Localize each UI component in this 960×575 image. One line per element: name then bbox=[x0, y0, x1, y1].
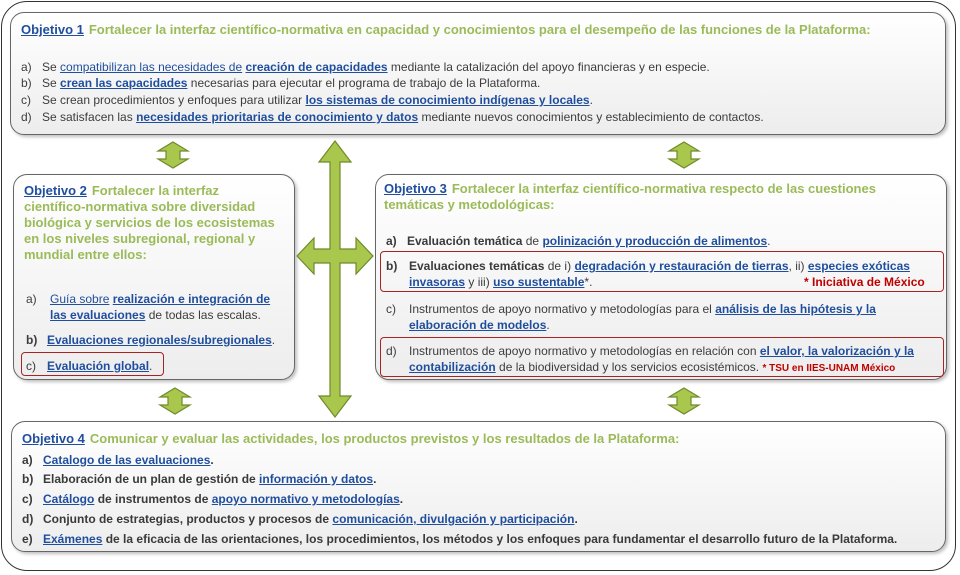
link-informacion-datos[interactable]: información y datos bbox=[259, 472, 374, 486]
objective-3-heading bbox=[384, 181, 936, 213]
objective-4-label: Objetivo 4 bbox=[22, 431, 85, 446]
objective-1-item-c: c) Se crean procedimientos y enfoques para utilizar los sistemas de conocimiento indígenas y locales. bbox=[21, 93, 593, 107]
link-realizacion-integracion[interactable]: realización e integración de las evaluaciones bbox=[50, 292, 271, 322]
link-analisis-hipotesis[interactable]: análisis de las hipótesis y la elaboración de modelos bbox=[409, 302, 876, 332]
double-arrow-icon bbox=[158, 387, 192, 415]
double-arrow-icon bbox=[667, 141, 701, 169]
link-guia[interactable]: Guía sobre bbox=[50, 292, 110, 306]
objective-2-label: Objetivo 2 bbox=[24, 183, 87, 198]
objective-1-heading bbox=[21, 22, 937, 38]
objective-1-item-b: b) Se crean las capacidades necesarias para ejecutar el programa de trabajo de la Plataforma. bbox=[21, 76, 541, 90]
four-way-arrow-icon bbox=[296, 140, 374, 418]
objective-4-item-d: d) Conjunto de estrategias, productos y procesos de comunicación, divulgación y participación. bbox=[22, 512, 578, 526]
objective-2-item-c: c) Evaluación global. bbox=[26, 359, 153, 373]
link-valor-valorizacion[interactable]: el valor, la valorización y la contabilización bbox=[409, 344, 914, 374]
link-compatibilizan[interactable]: compatibilizan las necesidades de bbox=[60, 60, 243, 74]
objective-4-title: Comunicar y evaluar las actividades, los productos previstos y los resultados de la Plataforma: bbox=[89, 431, 680, 446]
objective-2-item-a: a) Guía sobre realización e integración de las evaluaciones de todas las escalas. bbox=[26, 292, 271, 322]
link-apoyo-normativo[interactable]: apoyo normativo y metodologías bbox=[211, 492, 400, 506]
objective-2-title: Fortalecer la interfaz científico-normativa sobre diversidad biológica y servicios de los ecosistemas en los niveles subregional, regional y mundial entre ellos: bbox=[24, 183, 275, 262]
objective-1-box bbox=[10, 12, 946, 135]
link-degradacion-restauracion[interactable]: degradación y restauración de tierras bbox=[574, 259, 789, 273]
objective-1-item-a: a) Se compatibilizan las necesidades de creación de capacidades mediante la catalización del apoyo financieras y en especie. bbox=[21, 60, 710, 74]
note-iniciativa-mexico: * Iniciativa de México bbox=[804, 275, 925, 289]
objective-3-item-d: d) Instrumentos de apoyo normativo y metodologías en relación con el valor, la valorización y la contabilización de la biodiversidad y los servicios ecosistémicos. * TSU en IIES-UNAM México bbox=[386, 344, 914, 374]
objective-3-label: Objetivo 3 bbox=[384, 181, 447, 196]
objective-4-item-e: e) Exámenes de la eficacia de las orientaciones, los procedimientos, los métodos y los enfoques para fundamentar el desarrollo futuro de la Plataforma. bbox=[22, 532, 898, 546]
highlight-evaluacion-global bbox=[21, 352, 164, 376]
objective-1-label: Objetivo 1 bbox=[21, 22, 84, 37]
link-examenes[interactable]: Exámenes bbox=[43, 532, 103, 546]
link-sistemas-conocimiento[interactable]: los sistemas de conocimiento indígenas y locales bbox=[305, 93, 590, 107]
note-tsu-iies: * TSU en IIES-UNAM México bbox=[762, 363, 896, 374]
objective-2-box bbox=[13, 174, 295, 380]
objective-1-title: Fortalecer la interfaz científico-normativa en capacidad y conocimientos para el desempeño de las funciones de la Plataforma: bbox=[88, 22, 871, 37]
link-comunicacion[interactable]: comunicación, divulgación y participación bbox=[332, 512, 575, 526]
objective-4-heading bbox=[22, 431, 937, 447]
objective-4-item-c: c) Catálogo de instrumentos de apoyo normativo y metodologías. bbox=[22, 492, 404, 506]
objective-3-item-b: b) Evaluaciones temáticas de i) degradación y restauración de tierras, ii) especies exóticas invasoras y iii) uso sustentable*. * Iniciativa de México bbox=[386, 259, 925, 289]
link-polinizacion[interactable]: polinización y producción de alimentos bbox=[542, 234, 768, 248]
objective-3-title: Fortalecer la interfaz científico-normativa respecto de las cuestiones temáticas y metodológicas: bbox=[384, 181, 876, 212]
objective-2-item-b: b) Evaluaciones regionales/subregionales. bbox=[26, 333, 276, 347]
objective-4-item-a: a) Catalogo de las evaluaciones. bbox=[22, 453, 214, 467]
link-evaluacion-global[interactable]: Evaluación global bbox=[47, 359, 150, 373]
highlight-item-b bbox=[380, 251, 944, 292]
link-evaluaciones-regionales[interactable]: Evaluaciones regionales/subregionales bbox=[47, 333, 272, 347]
objective-3-item-c: c) Instrumentos de apoyo normativo y metodologías para el análisis de las hipótesis y la elaboración de modelos. bbox=[386, 302, 876, 332]
link-uso-sustentable[interactable]: uso sustentable bbox=[493, 275, 585, 289]
link-crean-capacidades[interactable]: crean las capacidades bbox=[60, 76, 188, 90]
objective-4-box bbox=[11, 421, 946, 552]
link-especies-exoticas[interactable]: especies exóticas invasoras bbox=[409, 259, 910, 289]
highlight-item-d bbox=[380, 337, 944, 377]
double-arrow-icon bbox=[667, 387, 701, 415]
link-catalogo-evaluaciones[interactable]: Catalogo de las evaluaciones bbox=[43, 453, 211, 467]
link-necesidades-prioritarias[interactable]: necesidades prioritarias de conocimiento y datos bbox=[136, 110, 419, 124]
link-catalogo[interactable]: Catálogo bbox=[43, 492, 95, 506]
link-creacion-capacidades[interactable]: creación de capacidades bbox=[245, 60, 388, 74]
double-arrow-icon bbox=[156, 141, 190, 169]
objective-4-item-b: b) Elaboración de un plan de gestión de información y datos. bbox=[22, 472, 377, 486]
objective-3-item-a: a) Evaluación temática de polinización y producción de alimentos. bbox=[386, 234, 771, 248]
objective-2-heading bbox=[24, 183, 284, 263]
objective-1-item-d: d) Se satisfacen las necesidades prioritarias de conocimiento y datos mediante nuevos conocimientos y establecimiento de contactos. bbox=[21, 110, 764, 124]
